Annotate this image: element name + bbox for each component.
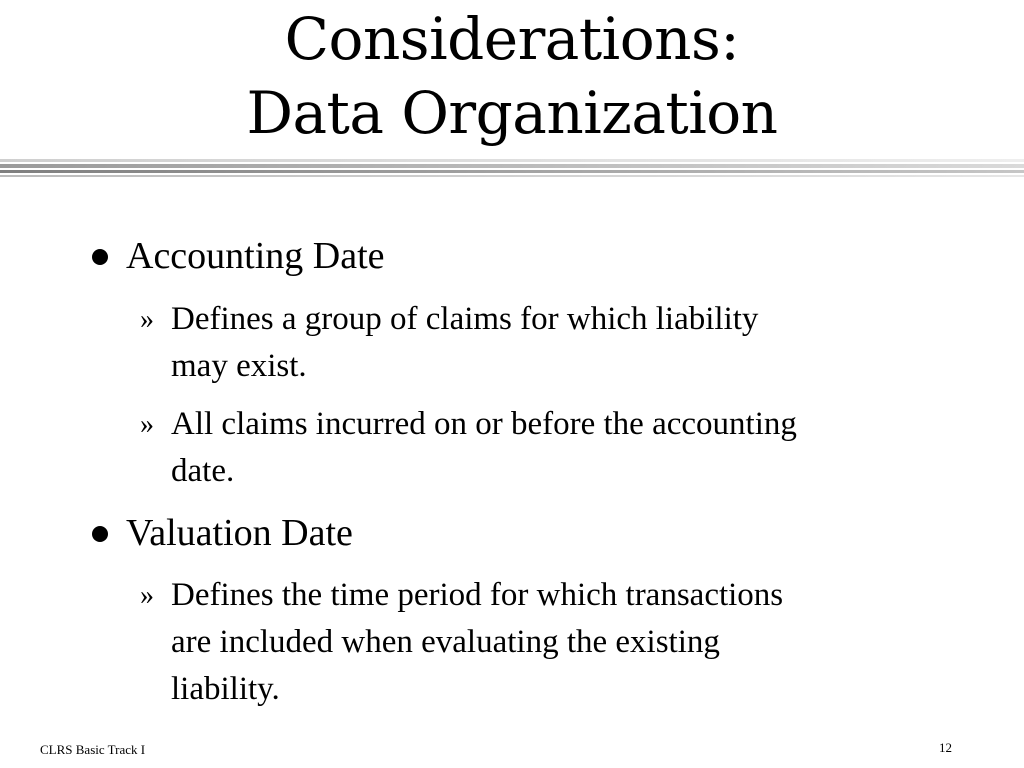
sub-bullet-text [171,572,941,713]
sub-bullet-line: Defines the time period for which transactions [171,577,784,613]
sub-bullet-line: liability. [171,671,280,707]
bullet-label: Accounting Date [126,235,385,277]
title-line-2: Data Organization [246,79,778,147]
bullet-label: Valuation Date [126,512,353,554]
sub-bullet-text [171,401,941,495]
page-number: 12 [939,740,952,755]
sub-bullet-line: date. [171,453,235,489]
bullet-dot-icon [92,526,108,542]
footer-course-label: CLRS Basic Track I [40,742,146,757]
sub-bullet-line: Defines a group of claims for which liability [171,301,759,337]
bullet-dot-icon [92,249,108,265]
sub-bullet-line: All claims incurred on or before the accounting [171,406,797,442]
sub-bullet-marker-icon: » [140,580,154,611]
sub-bullet-text [171,296,941,390]
title-line-1: Considerations: [284,5,740,73]
sub-bullet-line: may exist. [171,348,307,384]
sub-bullet-line: are included when evaluating the existing [171,624,720,660]
sub-bullet-marker-icon: » [140,409,154,440]
sub-bullet-marker-icon: » [140,304,154,335]
